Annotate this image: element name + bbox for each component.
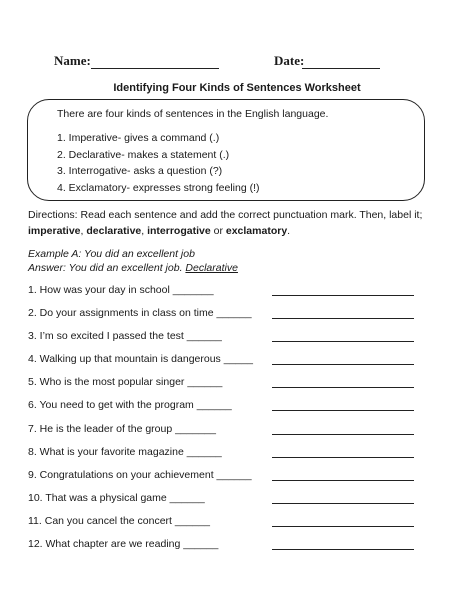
question-item <box>28 492 428 515</box>
question-text: 9. Congratulations on your achievement ______ <box>28 468 252 481</box>
answer-line[interactable] <box>272 526 414 527</box>
answer-line[interactable] <box>272 341 414 342</box>
question-text: 6. You need to get with the program ______ <box>28 399 232 412</box>
question-text: 7. He is the leader of the group _______ <box>28 422 216 435</box>
kind-exclamatory: exclamatory <box>225 224 288 237</box>
question-list <box>28 284 428 561</box>
kind-declarative: declarative <box>86 224 142 237</box>
sentence-kinds-list <box>57 130 260 196</box>
question-item <box>28 538 428 561</box>
example-answer <box>28 261 238 275</box>
sentence-kinds-box <box>27 99 425 201</box>
kind-item: 1. Imperative- gives a command (.) <box>57 132 220 144</box>
question-text: 5. Who is the most popular singer ______ <box>28 376 223 389</box>
example-answer-text: Answer: You did an excellent job. <box>28 262 183 274</box>
directions-text: Directions: Read each sentence and add the correct punctuation mark. Then, label it; <box>28 209 423 221</box>
kind-item: 2. Declarative- makes a statement (.) <box>57 148 230 161</box>
answer-line[interactable] <box>272 364 414 365</box>
worksheet-title: Identifying Four Kinds of Sentences Worksheet <box>113 82 361 94</box>
question-text: 2. Do your assignments in class on time ______ <box>28 307 252 320</box>
kind-interrogative: interrogative <box>147 224 211 237</box>
date-field[interactable] <box>302 68 380 69</box>
question-item <box>28 423 428 446</box>
separator: or <box>210 224 226 237</box>
question-item <box>28 515 428 538</box>
question-item <box>28 446 428 469</box>
answer-line[interactable] <box>272 410 414 411</box>
kind-item: 4. Exclamatory- expresses strong feeling (!) <box>57 181 260 194</box>
question-text: 4. Walking up that mountain is dangerous _____ <box>28 353 253 366</box>
question-text: 3. I’m so excited I passed the test ______ <box>28 330 222 343</box>
example-answer-label: Declarative <box>185 262 238 274</box>
question-item <box>28 330 428 353</box>
kind-imperative: imperative <box>28 224 81 237</box>
name-date-row <box>54 53 384 73</box>
answer-line[interactable] <box>272 295 414 296</box>
answer-line[interactable] <box>272 503 414 504</box>
answer-line[interactable] <box>272 549 414 550</box>
question-text: 8. What is your favorite magazine ______ <box>28 445 222 458</box>
separator: , <box>80 224 87 237</box>
question-text: 11. Can you cancel the concert ______ <box>28 514 210 527</box>
info-intro: There are four kinds of sentences in the English language. <box>57 108 329 120</box>
answer-line[interactable] <box>272 457 414 458</box>
separator: , <box>141 224 148 237</box>
example-sentence: Example A: You did an excellent job <box>28 248 195 260</box>
question-item <box>28 284 428 307</box>
example-block <box>28 247 238 275</box>
name-field[interactable] <box>91 68 219 69</box>
answer-line[interactable] <box>272 480 414 481</box>
question-item <box>28 307 428 330</box>
question-item <box>28 353 428 376</box>
question-item <box>28 399 428 422</box>
question-item <box>28 469 428 492</box>
question-text: 10. That was a physical game ______ <box>28 491 205 504</box>
answer-line[interactable] <box>272 434 414 435</box>
directions <box>28 208 448 239</box>
answer-line[interactable] <box>272 387 414 388</box>
name-label: Name: <box>54 53 91 68</box>
answer-line[interactable] <box>272 318 414 319</box>
kind-item: 3. Interrogative- asks a question (?) <box>57 165 223 177</box>
question-item <box>28 376 428 399</box>
directions-end: . <box>287 224 291 237</box>
date-label: Date: <box>274 53 305 68</box>
question-text: 12. What chapter are we reading ______ <box>28 538 219 551</box>
question-text: 1. How was your day in school _______ <box>28 284 214 296</box>
